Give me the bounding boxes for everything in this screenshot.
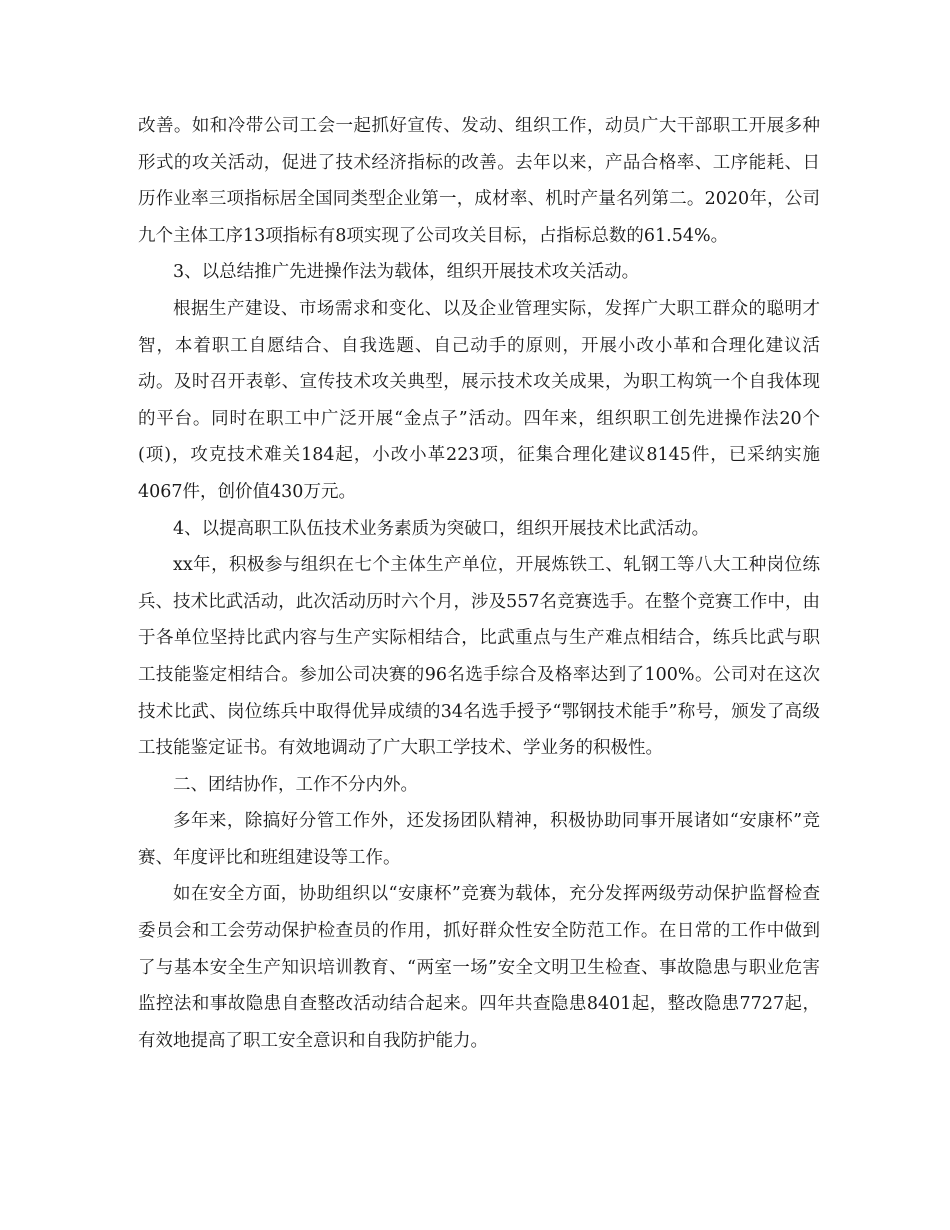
paragraph-2-heading: 3、以总结推广先进操作法为载体，组织开展技术攻关活动。 [173, 262, 640, 283]
paragraph-5: xx年，积极参与组织在七个主体生产单位，开展炼铁工、轧钢工等八大工种岗位练兵、技术比武活动，此次活动历时六个月，涉及557名竞赛选手。在整个竞赛工作中，由于各单位坚持比武内容与生产实际相结合，比武重点与生产难点相结合，练兵比武与职工技能鉴定相结合。参加公司决赛的96名选手综合及格率达到了100%。公司对在这次技术比武、岗位练兵中取得优异成绩的34名选手授予“鄂钢技术能手”称号，颁发了高级工技能鉴定证书。有效地调动了广大职工学技术、学业务的积极性。 [138, 555, 820, 759]
document-body [138, 108, 820, 1059]
paragraph-8: 如在安全方面，协助组织以“安康杯”竞赛为载体，充分发挥两级劳动保护监督检查委员会和工会劳动保护检查员的作用，抓好群众性安全防范工作。在日常的工作中做到了与基本安全生产知识培训教育、“两室一场”安全文明卫生检查、事故隐患与职业危害监控法和事故隐患自查整改活动结合起来。四年共查隐患8401起，整改隐患7727起，有效地提高了职工安全意识和自我防护能力。 [138, 884, 820, 1051]
paragraph-3: 根据生产建设、市场需求和变化、以及企业管理实际，发挥广大职工群众的聪明才智，本着职工自愿结合、自我选题、自己动手的原则，开展小改小革和合理化建议活动。及时召开表彰、宣传技术攻关典型，展示技术攻关成果，为职工构筑一个自我体现的平台。同时在职工中广泛开展“金点子”活动。四年来，组织职工创先进操作法20个(项)，攻克技术难关184起，小改小革223项，征集合理化建议8145件，已采纳实施4067件，创价值430万元。 [138, 298, 820, 502]
paragraph-7: 多年来，除搞好分管工作外，还发扬团队精神，积极协助同事开展诸如“安康杯”竞赛、年度评比和班组建设等工作。 [138, 811, 820, 868]
paragraph-1: 改善。如和冷带公司工会一起抓好宣传、发动、组织工作，动员广大干部职工开展多种形式的攻关活动，促进了技术经济指标的改善。去年以来，产品合格率、工序能耗、日历作业率三项指标居全国同类型企业第一，成材率、机时产量名列第二。2020年，公司九个主体工序13项指标有8项实现了公司攻关目标，占指标总数的61.54%。 [138, 116, 820, 246]
section-heading-teamwork: 二、团结协作，工作不分内外。 [173, 774, 418, 795]
paragraph-4-heading: 4、以提高职工队伍技术业务素质为突破口，组织开展技术比武活动。 [173, 518, 710, 539]
